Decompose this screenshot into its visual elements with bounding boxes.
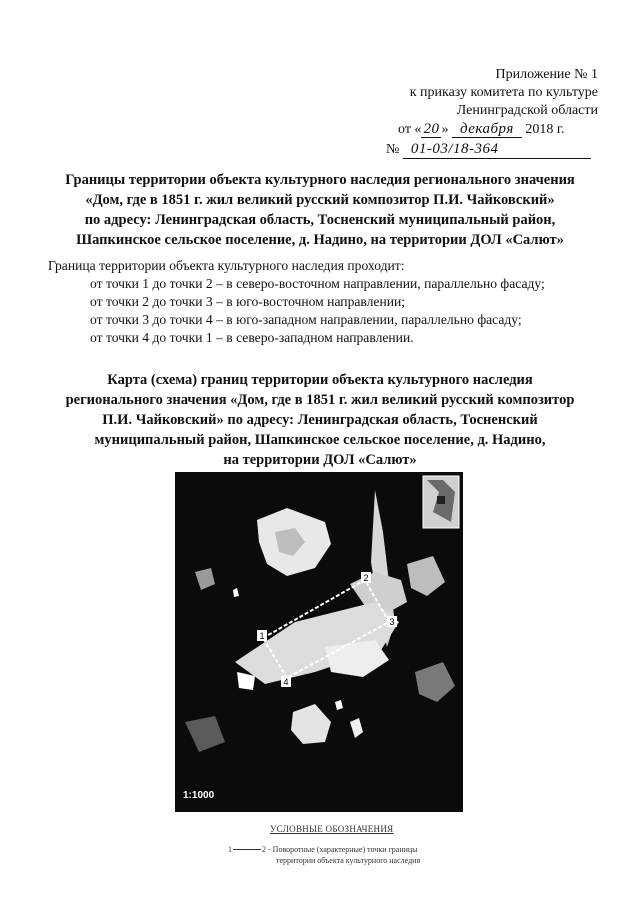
boundary-item: от точки 1 до точки 2 – в северо-восточном направлении, параллельно фасаду; bbox=[90, 276, 545, 291]
map-point-3 bbox=[387, 616, 397, 627]
boundary-item: от точки 3 до точки 4 – в юго-западном направлении, параллельно фасаду; bbox=[90, 312, 522, 327]
region-label: Ленинградской области bbox=[456, 103, 598, 118]
boundary-list bbox=[90, 275, 545, 347]
map-point-label: 2 bbox=[363, 573, 369, 583]
title-line: «Дом, где в 1851 г. жил великий русский композитор П.И. Чайковский» bbox=[85, 192, 555, 208]
map-point-label: 3 bbox=[389, 617, 395, 627]
order-reference: к приказу комитета по культуре bbox=[409, 85, 598, 100]
title-line: по адресу: Ленинградская область, Тосненский муниципальный район, bbox=[84, 212, 556, 228]
legend-line-symbol bbox=[233, 849, 261, 850]
date-prefix: от « bbox=[398, 122, 422, 137]
map-title-line: муниципальный район, Шапкинское сельское поселение, д. Надино, bbox=[94, 432, 546, 448]
map-title-line: Карта (схема) границ территории объекта культурного наследия bbox=[107, 372, 533, 388]
map-graphic bbox=[175, 472, 463, 812]
map-title bbox=[30, 370, 610, 470]
boundary-item: от точки 4 до точки 1 – в северо-западном направлении. bbox=[90, 330, 414, 345]
map-point-4 bbox=[281, 676, 291, 687]
order-date bbox=[398, 120, 565, 139]
title-line: Шапкинское сельское поселение, д. Надино, на территории ДОЛ «Салют» bbox=[76, 232, 564, 248]
legend-point-a: 1 bbox=[228, 845, 232, 854]
date-year: 2018 г. bbox=[525, 122, 565, 137]
map-title-line: на территории ДОЛ «Салют» bbox=[223, 452, 417, 468]
legend-entry bbox=[228, 844, 448, 866]
map-point-2 bbox=[361, 572, 371, 583]
document-title bbox=[30, 170, 610, 250]
map-point-label: 4 bbox=[283, 677, 289, 687]
aerial-map bbox=[175, 472, 463, 812]
boundary-intro: Граница территории объекта культурного наследия проходит: bbox=[48, 258, 405, 273]
boundary-item: от точки 2 до точки 3 – в юго-восточном направлении; bbox=[90, 294, 406, 309]
map-title-line: П.И. Чайковский» по адресу: Ленинградская область, Тосненский bbox=[102, 412, 538, 428]
legend-title: УСЛОВНЫЕ ОБОЗНАЧЕНИЯ bbox=[270, 824, 394, 834]
legend-point-b: 2 bbox=[262, 845, 266, 854]
number-value: 01-03/18-364 bbox=[403, 140, 591, 159]
date-mid: » bbox=[441, 122, 449, 137]
map-point-label: 1 bbox=[259, 631, 265, 641]
map-scale: 1:1000 bbox=[183, 790, 215, 801]
title-line: Границы территории объекта культурного наследия регионального значения bbox=[65, 172, 575, 188]
map-point-1 bbox=[257, 630, 267, 641]
map-title-line: регионального значения «Дом, где в 1851 г. жил великий русский композитор bbox=[65, 392, 575, 408]
legend-text-2: территории объекта культурного наследия bbox=[276, 856, 421, 865]
number-prefix: № bbox=[386, 142, 400, 157]
appendix-label: Приложение № 1 bbox=[495, 67, 598, 82]
order-number bbox=[386, 140, 591, 159]
date-month: декабря bbox=[452, 121, 522, 138]
date-day: 20 bbox=[423, 121, 440, 137]
legend-text-1: - Поворотные (характерные) точки границы bbox=[268, 845, 418, 854]
